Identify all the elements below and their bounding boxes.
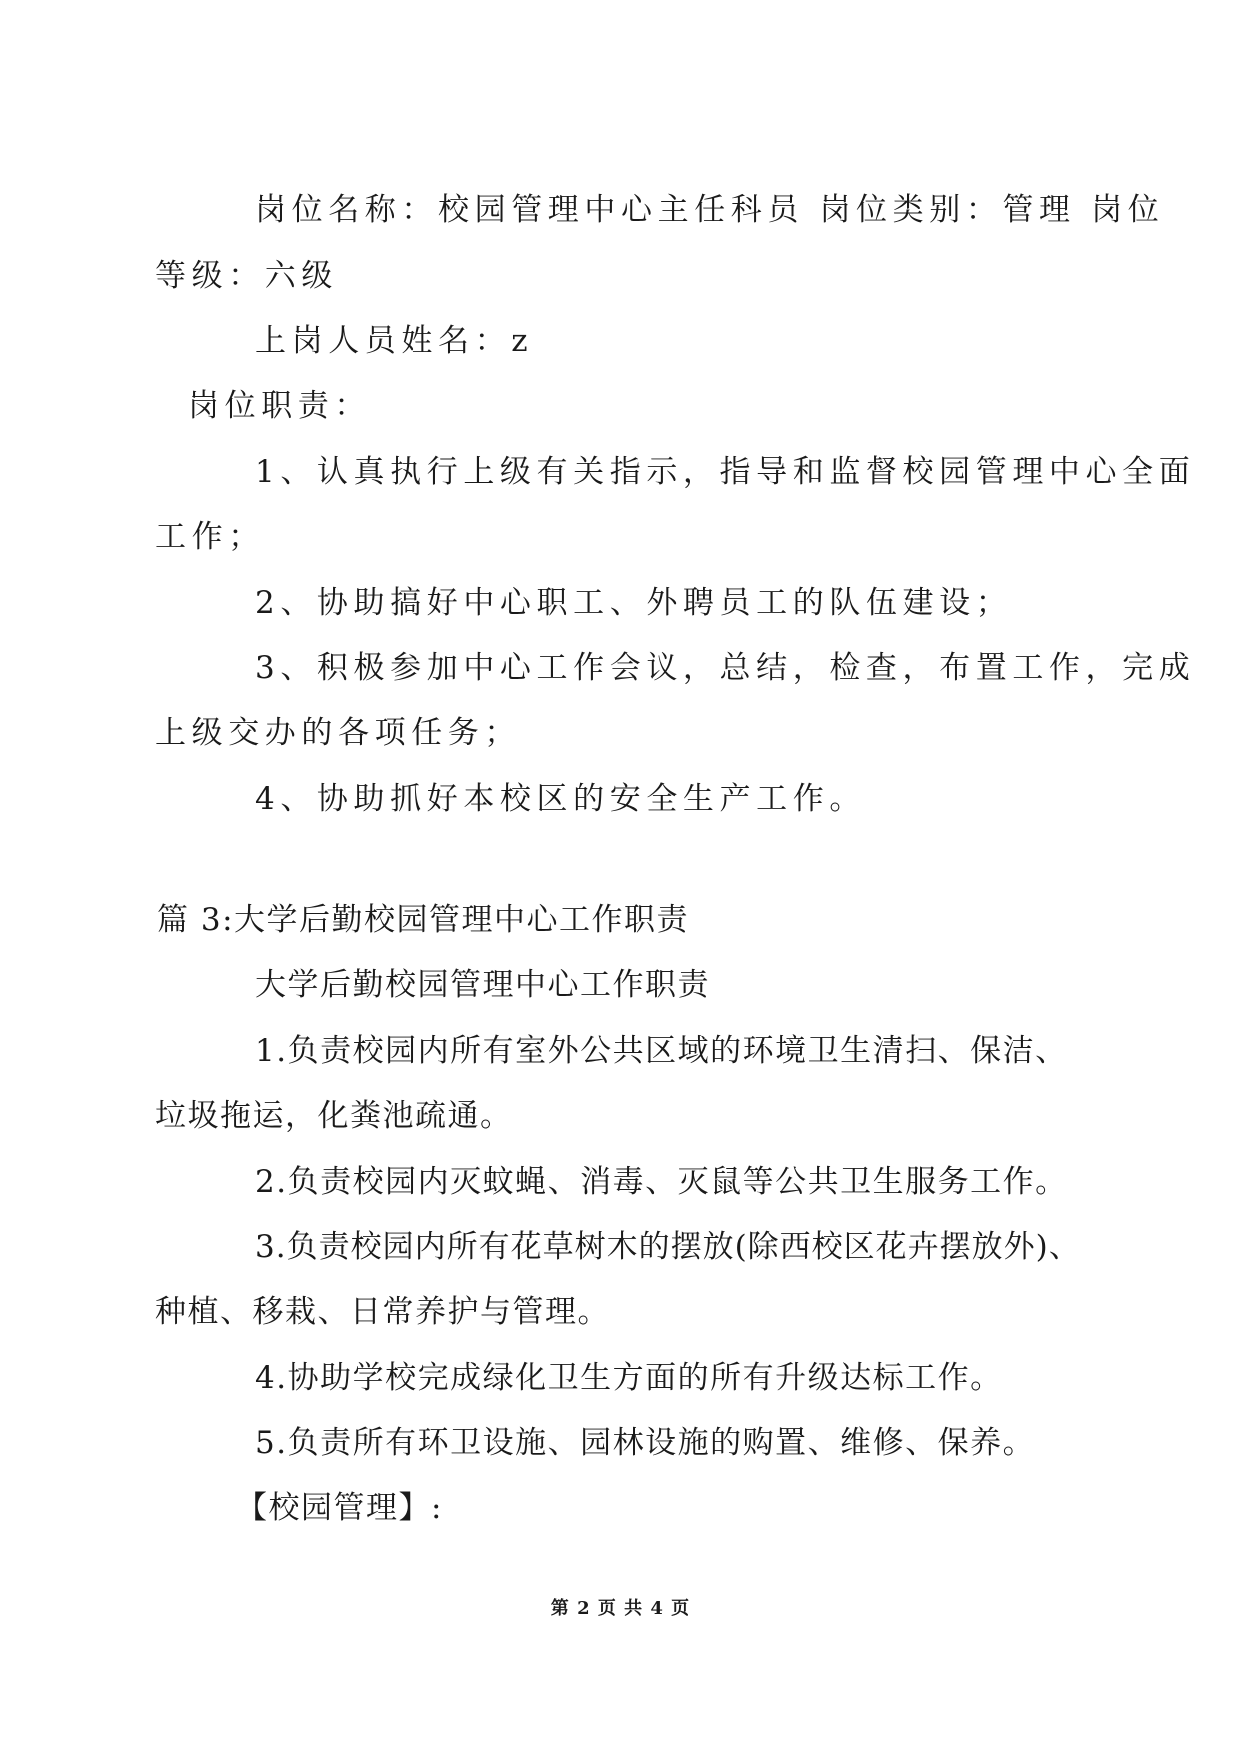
text-line-item-1-cont: 垃圾拖运，化粪池疏通。 (155, 1098, 513, 1134)
text-line-duty-3: 3、积极参加中心工作会议，总结，检查，布置工作，完成 (255, 650, 1196, 686)
section-heading: 篇 3:大学后勤校园管理中心工作职责 (157, 902, 690, 938)
text-line-campus-management: 【校园管理】: (236, 1490, 443, 1526)
text-line-duty-1: 1、认真执行上级有关指示，指导和监督校园管理中心全面 (255, 454, 1196, 490)
text-line-duties-heading: 岗位职责： (188, 388, 371, 424)
text-line-item-3: 3.负责校园内所有花草树木的摆放(除西校区花卉摆放外)、 (255, 1229, 1081, 1265)
text-line-duty-4: 4、协助抓好本校区的安全生产工作。 (255, 781, 866, 817)
text-line-staff-name: 上岗人员姓名：z (255, 323, 534, 359)
text-line-position-level: 等级：六级 (155, 258, 338, 294)
text-line-item-1: 1.负责校园内所有室外公共区域的环境卫生清扫、保洁、 (255, 1033, 1068, 1069)
text-line-item-3-cont: 种植、移栽、日常养护与管理。 (155, 1294, 610, 1330)
text-line-position-info: 岗位名称：校园管理中心主任科员 岗位类别：管理 岗位 (255, 192, 1165, 228)
page-number-footer: 第 2 页 共 4 页 (550, 1598, 691, 1619)
text-line-item-4: 4.协助学校完成绿化卫生方面的所有升级达标工作。 (255, 1360, 1003, 1396)
text-line-item-2: 2.负责校园内灭蚊蝇、消毒、灭鼠等公共卫生服务工作。 (255, 1164, 1068, 1200)
text-line-duty-1-cont: 工作； (155, 519, 265, 555)
section-subtitle: 大学后勤校园管理中心工作职责 (255, 967, 710, 1003)
text-line-item-5: 5.负责所有环卫设施、园林设施的购置、维修、保养。 (255, 1425, 1036, 1461)
text-line-duty-2: 2、协助搞好中心职工、外聘员工的队伍建设； (255, 585, 1013, 621)
text-line-duty-3-cont: 上级交办的各项任务； (155, 715, 521, 751)
